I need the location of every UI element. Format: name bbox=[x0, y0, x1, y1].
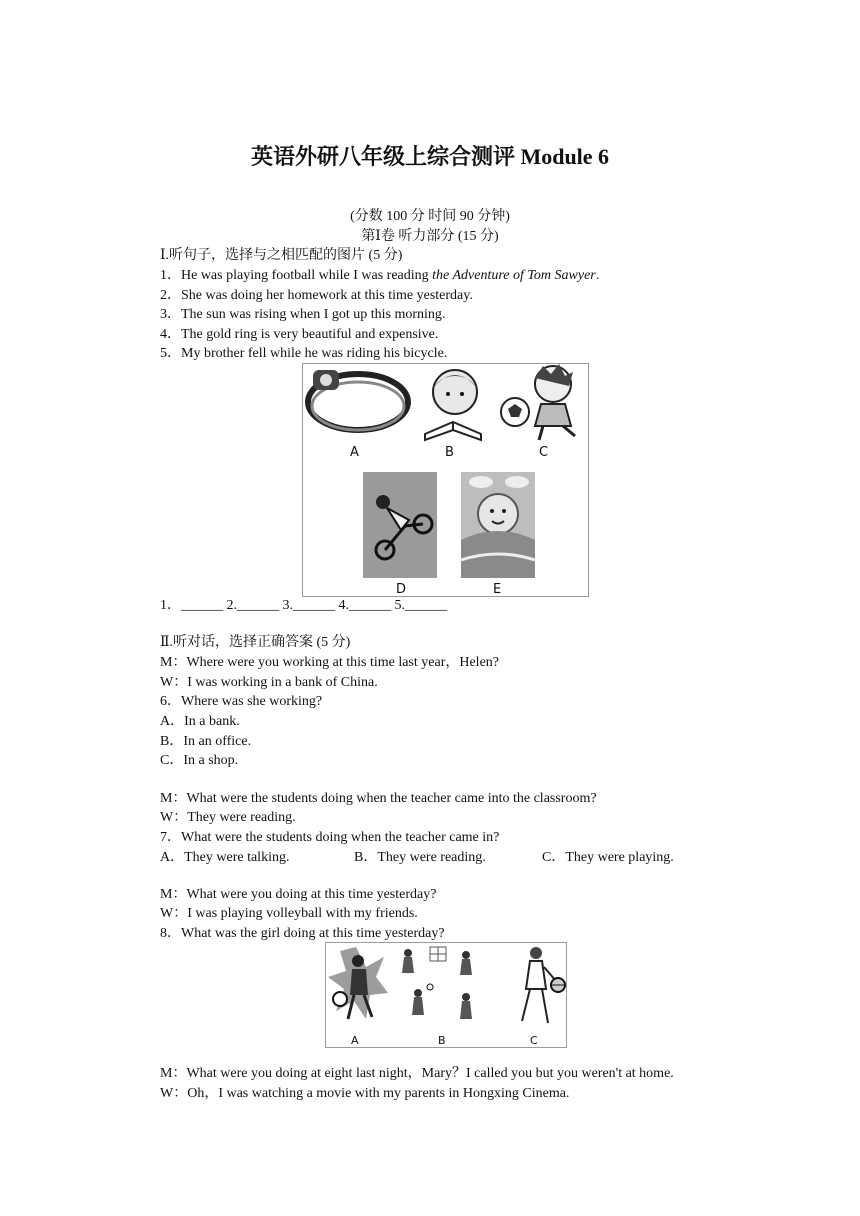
boy-football-picture bbox=[501, 364, 575, 440]
dialog1-man: M：Where were you working at this time last year，Helen? bbox=[160, 655, 500, 670]
figure-label-e: E bbox=[493, 582, 502, 597]
section1-item-2 bbox=[160, 287, 473, 305]
figure-label-c: C bbox=[539, 445, 549, 460]
figure2-label-b: B bbox=[438, 1034, 446, 1047]
dialog4-woman: W：Oh，I was watching a movie with my parents in Hongxing Cinema. bbox=[160, 1086, 570, 1101]
part-line: 第Ⅰ卷 听力部分 (15 分) bbox=[361, 229, 499, 244]
option-6c: C．In a shop. bbox=[160, 753, 239, 768]
item-number: 5． bbox=[160, 346, 181, 361]
option-7c: C．They were playing. bbox=[542, 850, 674, 865]
item-text: The gold ring is very beautiful and expensive. bbox=[181, 327, 439, 342]
option-7b: B．They were reading. bbox=[354, 850, 486, 865]
dialog3-man: M：What were you doing at this time yesterday? bbox=[160, 887, 437, 902]
picture-set-1-drawing bbox=[303, 364, 588, 596]
dialog2-man: M：What were the students doing when the teacher came into the classroom? bbox=[160, 791, 597, 806]
question-6: 6．Where was she working? bbox=[160, 694, 323, 709]
ring-picture bbox=[308, 370, 408, 430]
score-line: (分数 100 分 时间 90 分钟) bbox=[350, 209, 510, 224]
option-6a: A．In a bank. bbox=[160, 714, 240, 729]
dialog2-woman: W：They were reading. bbox=[160, 810, 296, 825]
dialog1-woman: W：I was working in a bank of China. bbox=[160, 675, 378, 690]
section1-item-5 bbox=[160, 345, 447, 363]
girl-reading-picture bbox=[425, 370, 481, 440]
figure2-label-c: C bbox=[530, 1034, 538, 1047]
football-player-picture bbox=[328, 947, 388, 1019]
item-tail: . bbox=[595, 268, 600, 283]
section1-item-4 bbox=[160, 326, 438, 344]
item-number: 3． bbox=[160, 307, 181, 322]
dialog4-man: M：What were you doing at eight last night，Mary？I called you but you weren't at home. bbox=[160, 1066, 674, 1081]
item-number: 2． bbox=[160, 288, 181, 303]
section1-heading: Ⅰ.听句子，选择与之相匹配的图片 (5 分) bbox=[160, 248, 403, 263]
item-number: 4． bbox=[160, 327, 181, 342]
figure-label-b: B bbox=[445, 445, 454, 460]
item-text: The sun was rising when I got up this morning. bbox=[181, 307, 446, 322]
bicycle-picture bbox=[363, 472, 437, 578]
section1-item-1 bbox=[160, 267, 599, 285]
section2-heading: Ⅱ.听对话，选择正确答案 (5 分) bbox=[160, 635, 351, 650]
figure-label-d: D bbox=[396, 582, 407, 597]
item-text: She was doing her homework at this time yesterday. bbox=[181, 288, 473, 303]
figure-label-a: A bbox=[350, 445, 359, 460]
figure2-label-a: A bbox=[351, 1034, 359, 1047]
option-6b: B．In an office. bbox=[160, 734, 252, 749]
item-text: My brother fell while he was riding his bicycle. bbox=[181, 346, 448, 361]
item-number: 1． bbox=[160, 268, 181, 283]
picture-set-2 bbox=[325, 942, 567, 1048]
page-title: 英语外研八年级上综合测评 Module 6 bbox=[250, 144, 610, 169]
volleyball-players-picture bbox=[402, 947, 472, 1019]
picture-set-2-drawing bbox=[326, 943, 566, 1047]
answer-blanks: 1．______ 2.______ 3.______ 4.______ 5.______ bbox=[160, 598, 447, 613]
picture-set-1 bbox=[302, 363, 589, 597]
question-8: 8．What was the girl doing at this time yesterday? bbox=[160, 926, 445, 941]
sunrise-picture bbox=[461, 472, 535, 578]
dialog3-woman: W：I was playing volleyball with my friends. bbox=[160, 906, 418, 921]
book-title: the Adventure of Tom Sawyer bbox=[432, 268, 596, 283]
basketball-player-picture bbox=[522, 947, 565, 1023]
question-7: 7．What were the students doing when the teacher came in? bbox=[160, 830, 500, 845]
item-text: He was playing football while I was reading bbox=[181, 268, 433, 283]
option-7a: A．They were talking. bbox=[160, 850, 290, 865]
section1-item-3 bbox=[160, 306, 445, 324]
